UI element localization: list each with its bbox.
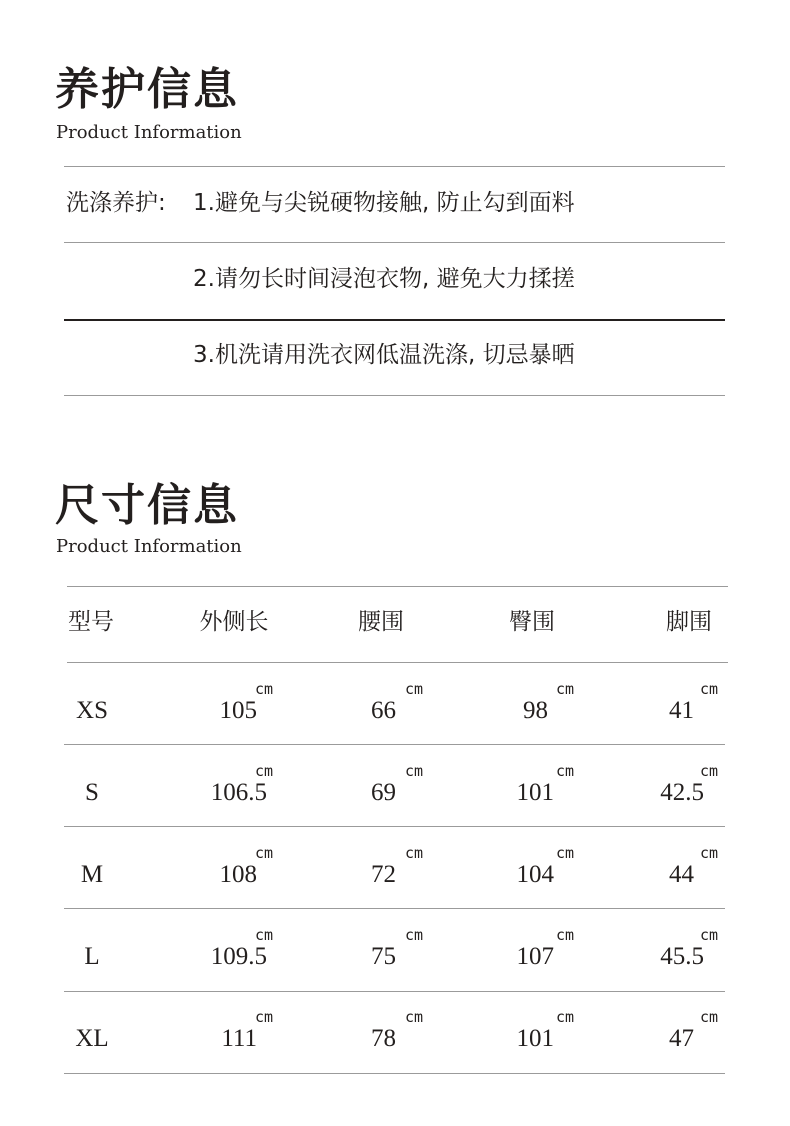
care-title: 养护信息 (55, 64, 239, 115)
row-l-hip: 107 (516, 943, 554, 970)
row-m-waist-unit: cm (405, 844, 424, 862)
row-xl-hip: 101 (516, 1025, 554, 1052)
row-s-size: S (85, 779, 99, 806)
care-label: 洗涤养护: (66, 190, 166, 216)
row-m-outseam: 108 (219, 861, 257, 888)
row-l-outseam: 109.5 (210, 943, 267, 970)
row-xl-hem: 47 (669, 1025, 694, 1052)
row-xs-waist: 66 (371, 697, 396, 724)
size-table-divider-top (67, 586, 728, 587)
care-subtitle: Product Information (56, 122, 242, 143)
row-s-hip: 101 (516, 779, 554, 806)
row-l-hip-unit: cm (556, 926, 575, 944)
row-s-waist: 69 (371, 779, 396, 806)
row-s-hip-unit: cm (556, 762, 575, 780)
size-table-header-divider (67, 662, 728, 663)
care-item-1: 1.避免与尖锐硬物接触, 防止勾到面料 (193, 190, 575, 216)
row-s-waist-unit: cm (405, 762, 424, 780)
row-m-hip-unit: cm (556, 844, 575, 862)
row-l-size: L (84, 943, 100, 970)
row-xs-hip-unit: cm (556, 680, 575, 698)
row-xl-waist: 78 (371, 1025, 396, 1052)
row-xl-outseam: 111 (221, 1025, 257, 1052)
row-s-outseam-unit: cm (255, 762, 274, 780)
header-hip: 臀围 (509, 609, 555, 635)
care-divider-2 (64, 319, 725, 321)
row-m-waist: 72 (371, 861, 396, 888)
care-item-3: 3.机洗请用洗衣网低温洗涤, 切忌暴晒 (193, 342, 575, 368)
row-m-hem: 44 (669, 861, 694, 888)
row-xs-hip: 98 (523, 697, 548, 724)
row-xl-waist-unit: cm (405, 1008, 424, 1026)
care-divider-1 (64, 242, 725, 243)
care-divider-top (64, 166, 725, 167)
care-divider-bottom (64, 395, 725, 396)
row-l-waist-unit: cm (405, 926, 424, 944)
size-row-divider-1 (64, 744, 725, 745)
size-title: 尺寸信息 (55, 480, 239, 531)
header-size: 型号 (68, 609, 114, 635)
row-xs-hem-unit: cm (700, 680, 719, 698)
row-l-waist: 75 (371, 943, 396, 970)
row-xs-outseam: 105 (219, 697, 257, 724)
row-xl-outseam-unit: cm (255, 1008, 274, 1026)
size-row-divider-3 (64, 908, 725, 909)
row-xs-hem: 41 (669, 697, 694, 724)
row-m-hem-unit: cm (700, 844, 719, 862)
row-xs-outseam-unit: cm (255, 680, 274, 698)
header-hem: 脚围 (666, 609, 712, 635)
row-xl-hip-unit: cm (556, 1008, 575, 1026)
row-s-hem: 42.5 (660, 779, 704, 806)
row-xl-size: XL (75, 1025, 109, 1052)
care-item-2: 2.请勿长时间浸泡衣物, 避免大力揉搓 (193, 266, 575, 292)
row-m-hip: 104 (516, 861, 554, 888)
header-outseam: 外侧长 (199, 609, 269, 635)
row-m-size: M (80, 861, 104, 888)
row-l-hem: 45.5 (660, 943, 704, 970)
row-s-hem-unit: cm (700, 762, 719, 780)
row-s-outseam: 106.5 (210, 779, 267, 806)
size-subtitle: Product Information (56, 536, 242, 557)
header-waist: 腰围 (358, 609, 404, 635)
size-row-divider-2 (64, 826, 725, 827)
row-xs-waist-unit: cm (405, 680, 424, 698)
size-row-divider-4 (64, 991, 725, 992)
row-xl-hem-unit: cm (700, 1008, 719, 1026)
row-l-outseam-unit: cm (255, 926, 274, 944)
row-xs-size: XS (76, 697, 108, 724)
row-m-outseam-unit: cm (255, 844, 274, 862)
row-l-hem-unit: cm (700, 926, 719, 944)
size-table-divider-bottom (64, 1073, 725, 1074)
